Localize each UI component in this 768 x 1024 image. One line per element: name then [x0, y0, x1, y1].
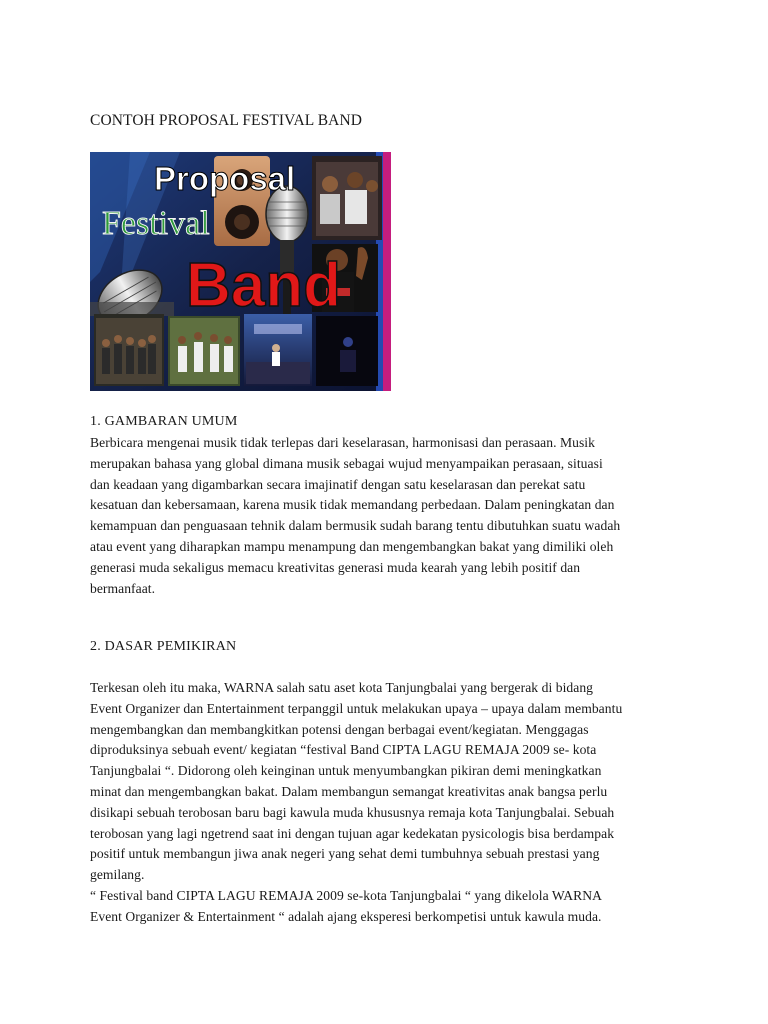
section-2-line: Event Organizer & Entertainment “ adalah ajang eksperesi berkompetisi untuk kawula muda.	[90, 908, 602, 924]
cover-image-artwork	[90, 152, 391, 391]
section-2-line: Event Organizer dan Entertainment terpanggil untuk melakukan upaya – upaya dalam membantu	[90, 700, 623, 716]
section-1-line: merupakan bahasa yang global dimana musik sebagai wujud menyampaikan perasaan, situasi	[90, 455, 603, 471]
section-2-line: gemilang.	[90, 867, 145, 883]
section-1-heading: 1. GAMBARAN UMUM	[90, 414, 238, 429]
section-1-line: kesatuan dan kebersamaan, karena musik tidak memandang perbedaan. Dalam peningkatan dan	[90, 497, 615, 513]
section-1-line: atau event yang diharapkan mampu menampung dan mengembangkan bakat yang dimiliki oleh	[90, 538, 614, 554]
section-2-line: Terkesan oleh itu maka, WARNA salah satu aset kota Tanjungbalai yang bergerak di bidang	[90, 680, 594, 695]
section-1-line: kemampuan dan penguasaan tehnik dalam bermusik sudah barang tentu dibutuhkan suatu wadah	[90, 518, 621, 534]
cover-word-band: Band	[186, 251, 341, 320]
section-1-line: bermanfaat.	[90, 580, 156, 596]
section-2-line: positif untuk membangun jiwa anak negeri yang sehat demi tumbuhnya sebuah prestasi yang	[90, 846, 600, 862]
section-2-body	[90, 678, 682, 928]
section-2-line: disikapi sebuah terobosan baru bagi kawula muda khususnya remaja kota Tanjungbalai. Sebuah	[90, 804, 615, 820]
section-1-body	[90, 433, 682, 599]
section-1-line: dan keadaan yang digambarkan secara imajinatif dengan satu keselarasan dan perekat satu	[90, 476, 586, 492]
section-2-line: minat dan mengembangkan bakat. Dalam membangun semangat kreativitas anak bangsa perlu	[90, 783, 608, 799]
section-2-heading: 2. DASAR PEMIKIRAN	[90, 639, 237, 654]
section-2-line: “ Festival band CIPTA LAGU REMAJA 2009 se-kota Tanjungbalai “ yang dikelola WARNA	[90, 887, 602, 903]
section-1-line: generasi muda sekaligus memacu kreativitas generasi muda kearah yang lebih positif dan	[90, 559, 581, 575]
section-2-line: Tanjungbalai “. Didorong oleh keinginan untuk menyumbangkan pikiran demi meningkatkan	[90, 763, 602, 779]
section-1-line: Berbicara mengenai musik tidak terlepas dari keselarasan, harmonisasi dan perasaan. Musik	[90, 435, 595, 450]
document-title: CONTOH PROPOSAL FESTIVAL BAND	[90, 112, 363, 129]
cover-image	[90, 152, 391, 391]
cover-word-proposal: Proposal	[154, 160, 296, 197]
section-2-line: mengembangkan dan membangkitkan potensi dengan berbagai event/kegiatan. Menggagas	[90, 721, 589, 737]
section-2-line: terobosan yang lagi ngetrend saat ini dengan tujuan agar kedekatan pysicologis bisa berdampak	[90, 825, 615, 841]
section-2-line: diproduksinya sebuah event/ kegiatan “festival Band CIPTA LAGU REMAJA 2009 se- kota	[90, 742, 597, 758]
cover-word-festival: Festival	[102, 205, 210, 242]
